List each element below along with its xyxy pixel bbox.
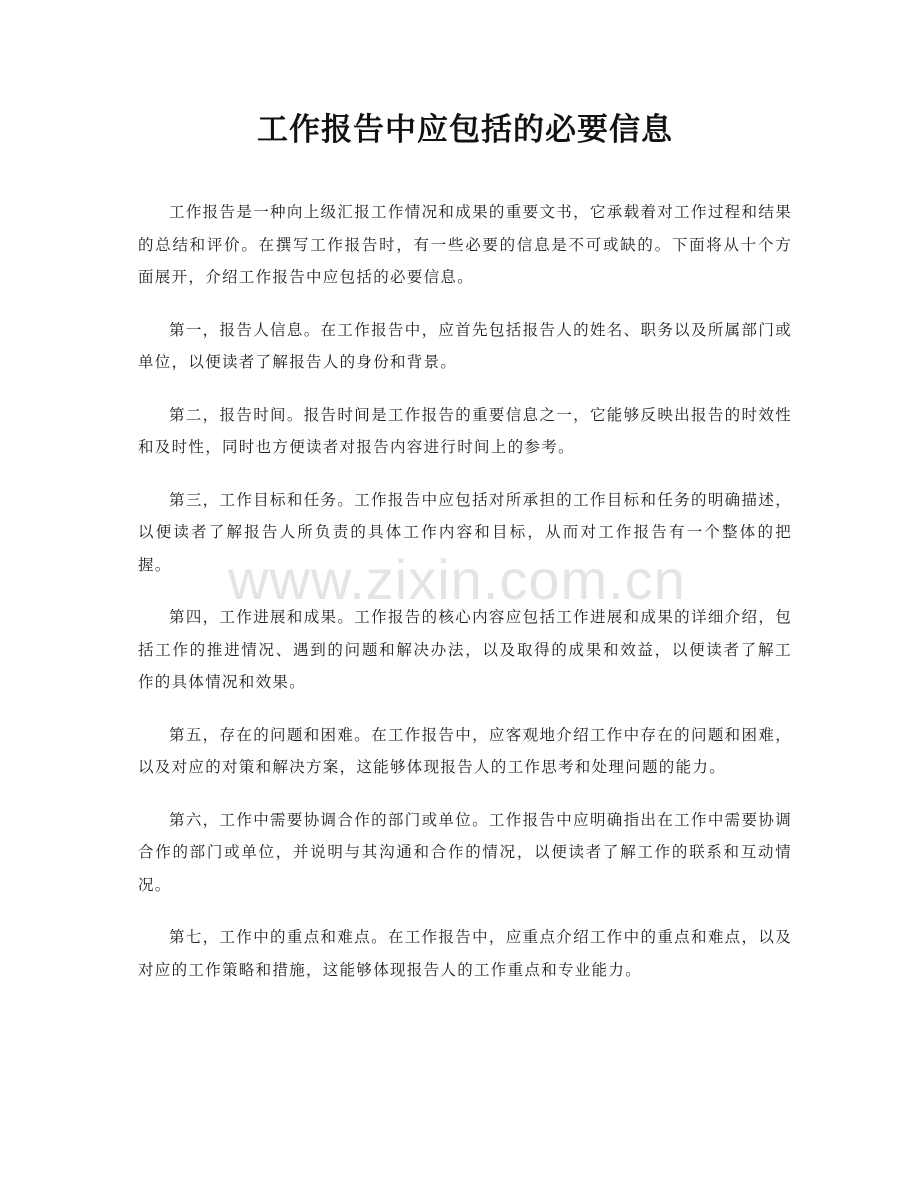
paragraph-problems: 第五，存在的问题和困难。在工作报告中，应客观地介绍工作中存在的问题和困难，以及对应的对策和解决方案，这能够体现报告人的工作思考和处理问题的能力。 [138,725,792,776]
paragraph-progress-results: 第四，工作进展和成果。工作报告的核心内容应包括工作进展和成果的详细介绍，包括工作的推进情况、遇到的问题和解决办法，以及取得的成果和效益，以便读者了解工作的具体情况和效果。 [138,608,792,691]
paragraph-reporter-info: 第一，报告人信息。在工作报告中，应首先包括报告人的姓名、职务以及所属部门或单位，以便读者了解报告人的身份和背景。 [138,320,792,371]
paragraph-goals-tasks: 第三，工作目标和任务。工作报告中应包括对所承担的工作目标和任务的明确描述，以便读者了解报告人所负责的具体工作内容和目标，从而对工作报告有一个整体的把握。 [138,490,792,574]
watermark: www.zixin.com.cn [228,548,686,611]
intro-paragraph: 工作报告是一种向上级汇报工作情况和成果的重要文书，它承载着对工作过程和结果的总结和评价。在撰写工作报告时，有一些必要的信息是不可或缺的。下面将从十个方面展开，介绍工作报告中应包括的必要信息。 [138,203,792,286]
document-title: 工作报告中应包括的必要信息 [257,112,673,148]
paragraph-coordination: 第六，工作中需要协调合作的部门或单位。工作报告中应明确指出在工作中需要协调合作的部门或单位，并说明与其沟通和合作的情况，以便读者了解工作的联系和互动情况。 [138,810,792,894]
paragraph-report-time: 第二，报告时间。报告时间是工作报告的重要信息之一，它能够反映出报告的时效性和及时性，同时也方便读者对报告内容进行时间上的参考。 [138,405,792,456]
paragraph-key-points: 第七，工作中的重点和难点。在工作报告中，应重点介绍工作中的重点和难点，以及对应的工作策略和措施，这能够体现报告人的工作重点和专业能力。 [138,928,792,979]
